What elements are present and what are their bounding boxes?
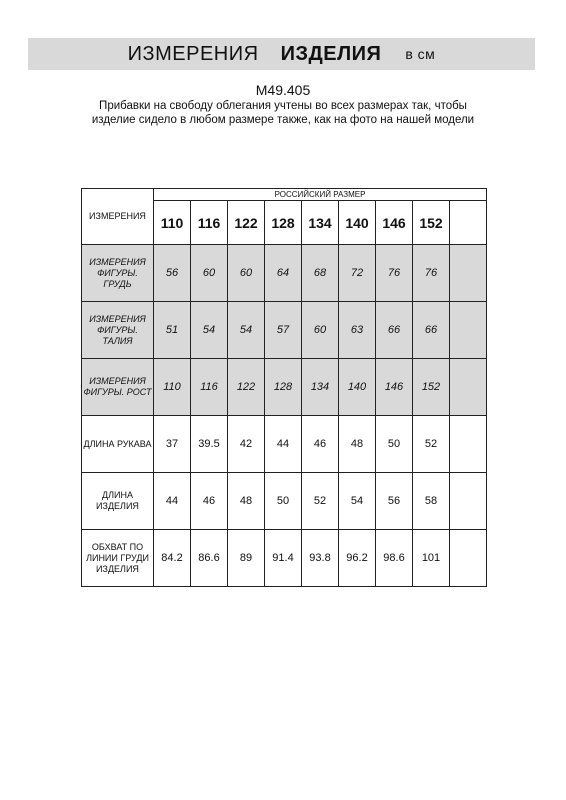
- table-cell: 122: [228, 359, 265, 416]
- model-number: М49.405: [255, 82, 311, 98]
- empty-cell: [450, 359, 487, 416]
- row-label: ИЗМЕРЕНИЯ ФИГУРЫ. ТАЛИЯ: [82, 302, 154, 359]
- table-cell: 58: [413, 473, 450, 530]
- row-label: ИЗМЕРЕНИЯ ФИГУРЫ. РОСТ: [82, 359, 154, 416]
- table-cell: 93.8: [302, 530, 339, 587]
- table-cell: 128: [265, 359, 302, 416]
- row-label: ДЛИНА ИЗДЕЛИЯ: [82, 473, 154, 530]
- table-cell: 52: [302, 473, 339, 530]
- size-header: 140: [339, 201, 376, 245]
- table-cell: 46: [302, 416, 339, 473]
- table-cell: 60: [191, 245, 228, 302]
- size-header: 122: [228, 201, 265, 245]
- table-cell: 116: [191, 359, 228, 416]
- corner-label: ИЗМЕРЕНИЯ: [82, 189, 154, 245]
- table-cell: 60: [228, 245, 265, 302]
- table-row: [82, 359, 487, 416]
- table-cell: 54: [228, 302, 265, 359]
- table-cell: 46: [191, 473, 228, 530]
- size-header: 110: [154, 201, 191, 245]
- table-cell: 152: [413, 359, 450, 416]
- table-cell: 146: [376, 359, 413, 416]
- table-cell: 101: [413, 530, 450, 587]
- size-header: 152: [413, 201, 450, 245]
- table-cell: 66: [376, 302, 413, 359]
- table-cell: 134: [302, 359, 339, 416]
- table-cell: 48: [339, 416, 376, 473]
- size-header: 134: [302, 201, 339, 245]
- table-row: [82, 416, 487, 473]
- table-cell: 76: [376, 245, 413, 302]
- empty-cell: [450, 245, 487, 302]
- table-cell: 50: [376, 416, 413, 473]
- table-cell: 44: [265, 416, 302, 473]
- title-banner: [28, 38, 535, 70]
- title-word-product: ИЗДЕЛИЯ: [280, 42, 382, 65]
- size-header: 116: [191, 201, 228, 245]
- table-cell: 56: [154, 245, 191, 302]
- table-cell: 42: [228, 416, 265, 473]
- table-cell: 54: [191, 302, 228, 359]
- table-cell: 64: [265, 245, 302, 302]
- table-cell: 110: [154, 359, 191, 416]
- table-header-row: [82, 189, 487, 201]
- table-cell: 72: [339, 245, 376, 302]
- fit-note: Прибавки на свободу облегания учтены во всех размерах так, чтобы изделие сидело в любом размере также, как на фото на нашей модели: [91, 100, 475, 126]
- size-header: 146: [376, 201, 413, 245]
- table-row: [82, 302, 487, 359]
- table-cell: 51: [154, 302, 191, 359]
- table-cell: 98.6: [376, 530, 413, 587]
- table-row: [82, 245, 487, 302]
- size-header: 128: [265, 201, 302, 245]
- title-unit: в см: [405, 46, 436, 62]
- table-cell: 140: [339, 359, 376, 416]
- table-cell: 50: [265, 473, 302, 530]
- row-label: ИЗМЕРЕНИЯ ФИГУРЫ. ГРУДЬ: [82, 245, 154, 302]
- empty-cell: [450, 530, 487, 587]
- table-row: [82, 473, 487, 530]
- table-cell: 84.2: [154, 530, 191, 587]
- table-row: [82, 530, 487, 587]
- table-cell: 56: [376, 473, 413, 530]
- table-cell: 37: [154, 416, 191, 473]
- empty-cell: [450, 473, 487, 530]
- table-cell: 96.2: [339, 530, 376, 587]
- table-cell: 66: [413, 302, 450, 359]
- table-cell: 48: [228, 473, 265, 530]
- table-cell: 63: [339, 302, 376, 359]
- row-label: ОБХВАТ ПО ЛИНИИ ГРУДИ ИЗДЕЛИЯ: [82, 530, 154, 587]
- table-cell: 52: [413, 416, 450, 473]
- table-cell: 76: [413, 245, 450, 302]
- empty-cell: [450, 302, 487, 359]
- table-cell: 39.5: [191, 416, 228, 473]
- table-cell: 86.6: [191, 530, 228, 587]
- table-cell: 57: [265, 302, 302, 359]
- table-cell: 91.4: [265, 530, 302, 587]
- table-cell: 89: [228, 530, 265, 587]
- table-cell: 68: [302, 245, 339, 302]
- table-cell: 44: [154, 473, 191, 530]
- size-group-label: РОССИЙСКИЙ РАЗМЕР: [154, 189, 487, 201]
- empty-cell: [450, 201, 487, 245]
- table-cell: 54: [339, 473, 376, 530]
- title-word-measurements: ИЗМЕРЕНИЯ: [127, 42, 259, 65]
- row-label: ДЛИНА РУКАВА: [82, 416, 154, 473]
- empty-cell: [450, 416, 487, 473]
- size-table: [81, 188, 487, 587]
- table-cell: 60: [302, 302, 339, 359]
